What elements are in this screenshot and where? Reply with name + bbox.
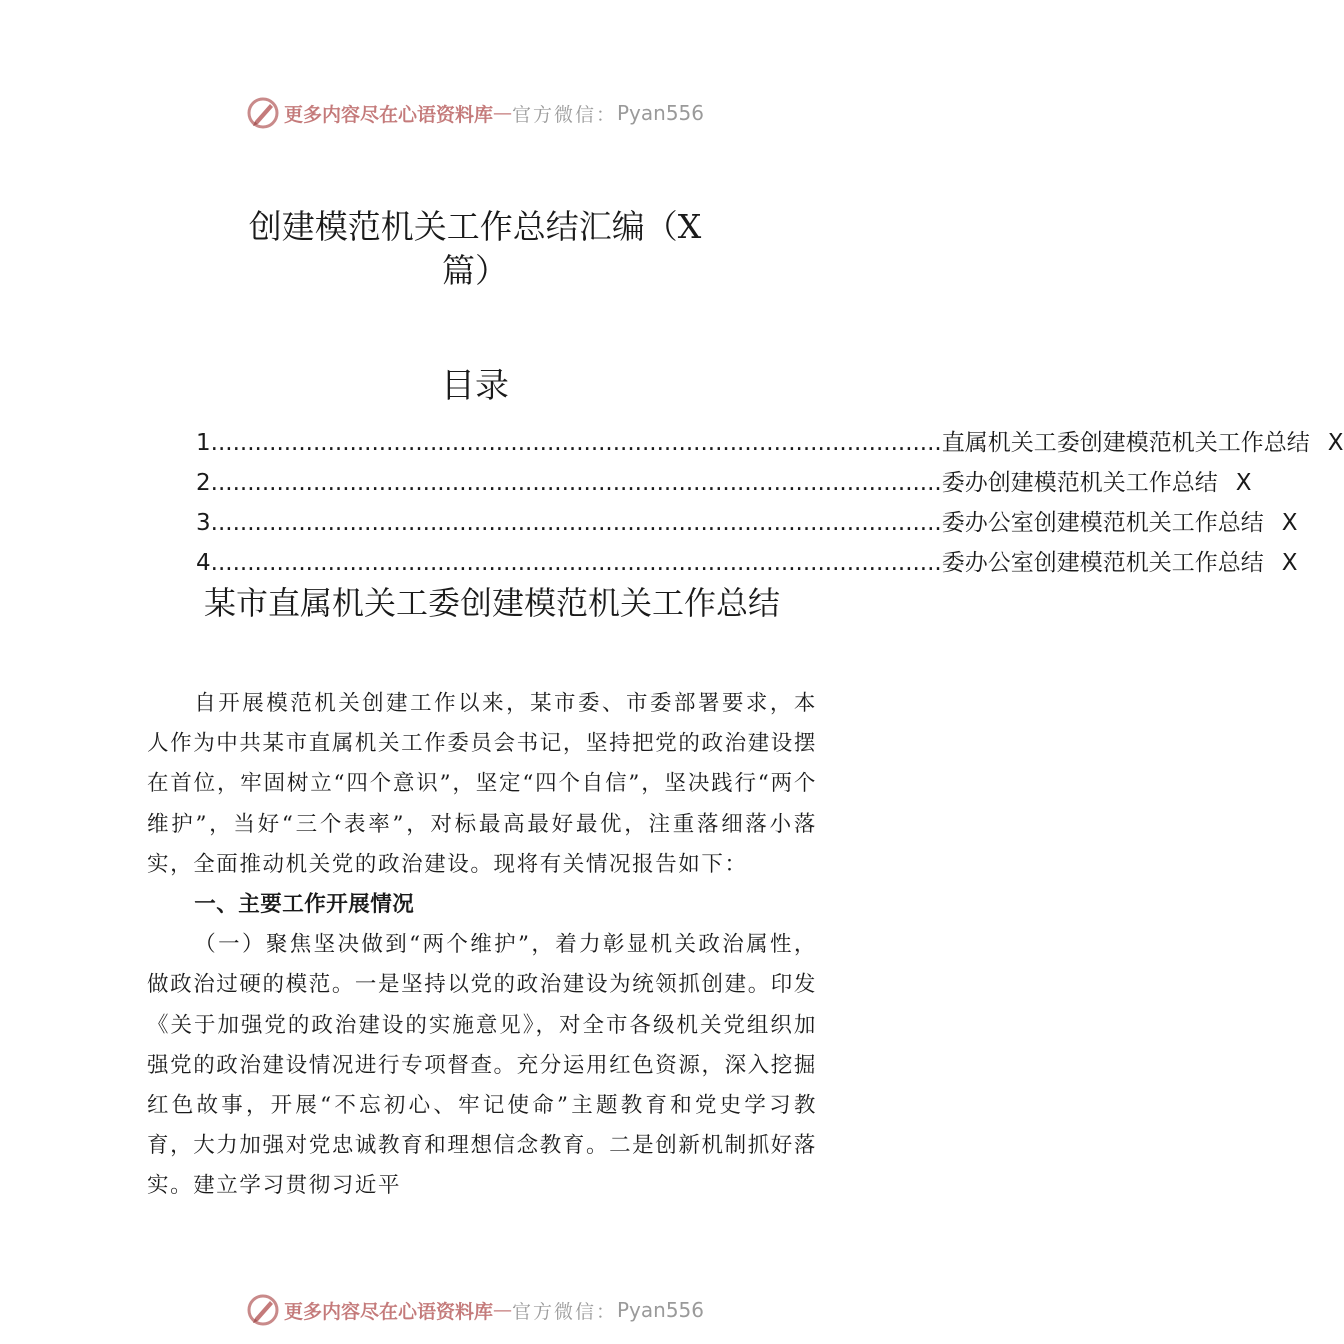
toc-entry-2[interactable]: [196, 464, 1252, 504]
document-title: [150, 205, 800, 293]
toc-entry-page: X: [1281, 550, 1298, 576]
document-title-line2: 篇）: [442, 251, 508, 290]
toc-entry-3[interactable]: [196, 504, 1298, 544]
table-of-contents: [196, 424, 1344, 584]
toc-entry-title: 委办公室创建模范机关工作总结: [941, 550, 1264, 576]
toc-entry-number: 2: [196, 470, 211, 496]
body-paragraph-1: 自开展模范机关创建工作以来，某市委、市委部署要求，本人作为中共某市直属机关工作委员会书记，坚持把党的政治建设摆在首位，牢固树立“四个意识”，坚定“四个自信”，坚决践行“两个维护”，当好“三个表率”，对标最高最好最优，注重落细落小落实，全面推动机关党的政治建设。现将有关情况报告如下：: [147, 691, 817, 877]
toc-dot-leader: ....................................................................................................: [210, 510, 942, 536]
banner-brand-text: 更多内容尽在心语资料库: [283, 103, 493, 126]
toc-entry-page: X: [1327, 430, 1344, 456]
toc-entry-1[interactable]: [196, 424, 1344, 464]
document-body: [147, 684, 817, 1207]
toc-entry-title: 直属机关工委创建模范机关工作总结: [941, 430, 1310, 456]
toc-heading: 目录: [441, 366, 509, 406]
banner-wechat-label: 官方微信：: [511, 103, 617, 126]
banner-dash: —: [492, 1299, 512, 1321]
toc-entry-page: X: [1281, 510, 1298, 536]
document-title-line1: 创建模范机关工作总结汇编（X: [248, 207, 702, 246]
toc-dot-leader: ....................................................................................................: [210, 470, 942, 496]
section-title: 某市直属机关工委创建模范机关工作总结: [203, 584, 780, 622]
pen-logo-icon: [246, 1293, 280, 1327]
toc-entry-title: 委办创建模范机关工作总结: [941, 470, 1218, 496]
toc-dot-leader: ....................................................................................................: [210, 550, 942, 576]
banner-dash: —: [492, 102, 512, 124]
footer-banner: [0, 1290, 950, 1330]
toc-entry-title: 委办公室创建模范机关工作总结: [941, 510, 1264, 536]
banner-wechat-id: Pyan556: [617, 1298, 705, 1322]
toc-entry-number: 4: [196, 550, 211, 576]
banner-wechat-label: 官方微信：: [511, 1300, 617, 1323]
toc-dot-leader: ....................................................................................................: [210, 430, 942, 456]
toc-entry-number: 1: [196, 430, 211, 456]
pen-logo-icon: [246, 96, 280, 130]
banner-brand-text: 更多内容尽在心语资料库: [283, 1300, 493, 1323]
header-banner: [0, 93, 950, 133]
toc-entry-number: 3: [196, 510, 211, 536]
banner-wechat-id: Pyan556: [617, 101, 705, 125]
body-heading-1: 一、主要工作开展情况: [194, 892, 415, 918]
body-paragraph-2: （一）聚焦坚决做到“两个维护”，着力彰显机关政治属性，做政治过硬的模范。一是坚持以党的政治建设为统领抓创建。印发《关于加强党的政治建设的实施意见》，对全市各级机关党组织加强党的政治建设情况进行专项督查。充分运用红色资源，深入挖掘红色故事，开展“不忘初心、牢记使命”主题教育和党史学习教育，大力加强对党忠诚教育和理想信念教育。二是创新机制抓好落实。建立学习贯彻习近平: [147, 932, 817, 1199]
toc-entry-page: X: [1235, 470, 1252, 496]
